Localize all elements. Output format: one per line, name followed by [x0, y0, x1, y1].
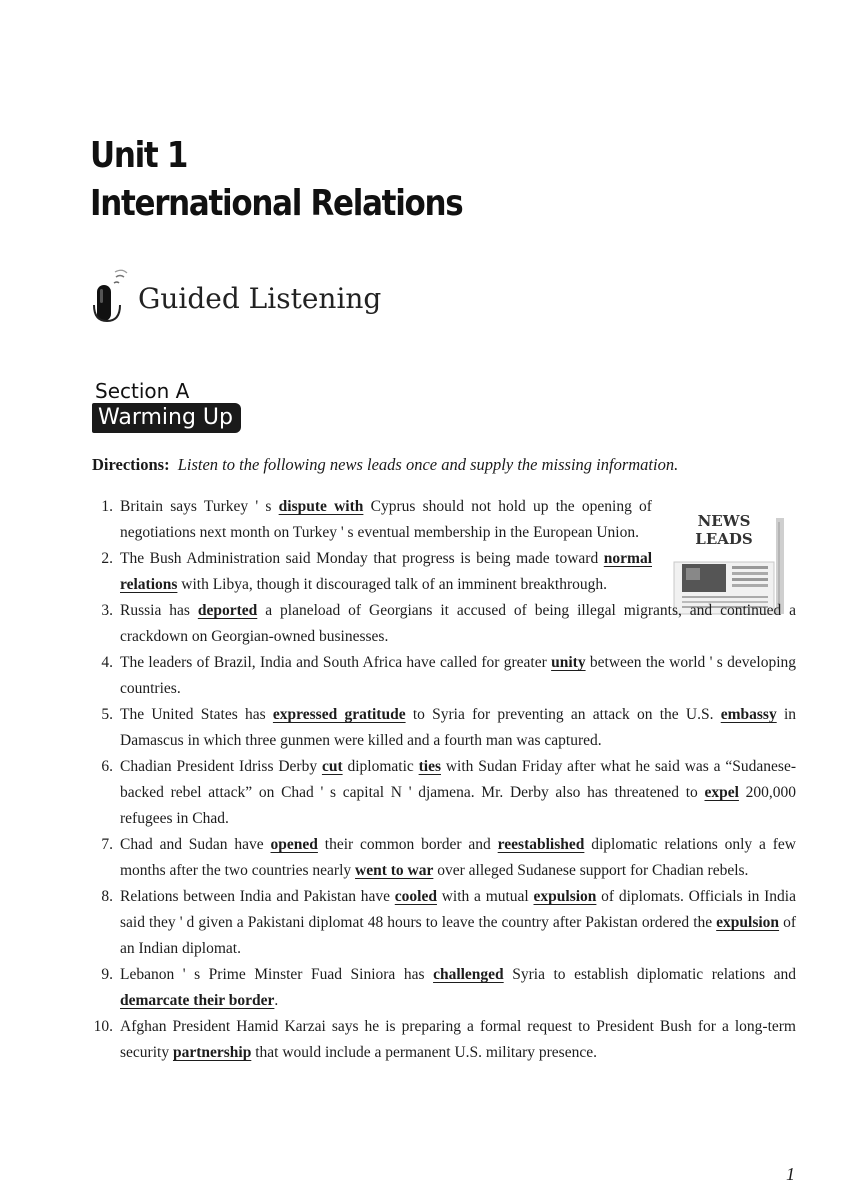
item-text: in Damascus in which three gunmen were killed and a fourth man was captured. [120, 706, 796, 749]
item-text: with Libya, though it discouraged talk of an imminent breakthrough. [177, 576, 608, 593]
item-text: of diplomats. Officials in India said they ' d given a Pakistani diplomat 48 hours to leave the country after Pakistan ordered the [120, 888, 796, 931]
item-text: . [274, 992, 279, 1009]
answer-text: cut [321, 758, 343, 775]
answer-text: normal relations [120, 550, 652, 593]
item-text: Cyprus should not hold up the opening of negotiations next month on Turkey ' s eventual membership in the European Union. [120, 498, 652, 541]
answer-text: demarcate their border [120, 992, 275, 1009]
item-text: over alleged Sudanese support for Chadian rebels. [433, 862, 749, 879]
answer-text: expulsion [716, 914, 780, 931]
item-text: that would include a permanent U.S. military presence. [251, 1044, 597, 1061]
news-leads-list [90, 494, 796, 1066]
item-text: between the world ' s developing countries. [120, 654, 796, 697]
answer-text: reestablished [497, 836, 585, 853]
item-text: diplomatic [342, 758, 419, 775]
item-text: The United States has [120, 706, 273, 723]
item-text: Russia has [120, 602, 198, 619]
item-text: with Sudan Friday after what he said was a “Sudanese-backed rebel attack” on Chad ' s capital N ' djamena. Mr. Derby also has threatened to [120, 758, 796, 801]
item-text: Afghan President Hamid Karzai says he is preparing a formal request to President Bush for a long-term security [120, 1018, 796, 1061]
item-text: Relations between India and Pakistan have [120, 888, 395, 905]
item-number: 2. [101, 550, 113, 567]
news-leads-line2: LEADS [695, 530, 753, 548]
item-text: to Syria for preventing an attack on the U.S. [405, 706, 721, 723]
item-text: Lebanon ' s Prime Minster Fuad Siniora has [120, 966, 434, 983]
warming-up-banner: Warming Up [92, 403, 241, 433]
item-text: of an Indian diplomat. [120, 914, 797, 957]
directions-text: Listen to the following news leads once and supply the missing information. [177, 455, 679, 474]
item-text: The leaders of Brazil, India and South Africa have called for greater [120, 654, 552, 671]
unit-topic: International Relations [90, 183, 463, 224]
answer-text: dispute with [278, 498, 364, 515]
list-item [90, 884, 796, 962]
list-item [90, 832, 796, 884]
item-number: 5. [101, 706, 113, 723]
list-item [90, 754, 796, 832]
list-item [90, 598, 796, 650]
news-leads-line1: NEWS [697, 512, 751, 530]
item-text: their common border and [317, 836, 498, 853]
list-item [90, 494, 652, 546]
item-number: 3. [101, 602, 113, 619]
item-text: 200,000 refugees in Chad. [120, 784, 797, 827]
item-number: 4. [101, 654, 113, 671]
guided-listening-heading [90, 268, 381, 328]
answer-text: expulsion [533, 888, 597, 905]
directions [92, 455, 678, 475]
list-item [90, 650, 796, 702]
answer-text: went to war [355, 862, 434, 879]
item-number: 8. [101, 888, 113, 905]
answer-text: cooled [394, 888, 437, 905]
item-number: 6. [101, 758, 113, 775]
unit-title [90, 132, 462, 228]
list-item [90, 702, 796, 754]
item-text: The Bush Administration said Monday that progress is being made toward [120, 550, 604, 567]
answer-text: ties [418, 758, 441, 775]
microphone-icon [90, 269, 128, 327]
item-text: Britain says Turkey ' s [120, 498, 279, 515]
directions-label: Directions: [92, 455, 170, 474]
list-item [90, 1014, 796, 1066]
answer-text: expel [704, 784, 739, 801]
item-text: with a mutual [436, 888, 534, 905]
answer-text: opened [270, 836, 318, 853]
item-number: 9. [101, 966, 113, 983]
item-number: 1. [101, 498, 113, 515]
item-text: Syria to establish diplomatic relations and [503, 966, 796, 983]
answer-text: unity [551, 654, 586, 671]
answer-text: challenged [433, 966, 504, 983]
answer-text: deported [197, 602, 258, 619]
item-number: 7. [101, 836, 113, 853]
item-number: 10. [93, 1018, 113, 1035]
answer-text: embassy [720, 706, 777, 723]
unit-number: Unit 1 [90, 135, 188, 176]
item-text: Chad and Sudan have [120, 836, 271, 853]
answer-text: expressed gratitude [272, 706, 406, 723]
page-number: 1 [786, 1164, 795, 1184]
guided-listening-label: Guided Listening [138, 281, 382, 315]
section-label: Section A [95, 379, 190, 403]
list-item [90, 546, 652, 598]
answer-text: partnership [172, 1044, 252, 1061]
item-text: Chadian President Idriss Derby [120, 758, 322, 775]
item-text: diplomatic relations only a few months after the two countries nearly [120, 836, 796, 879]
item-text: a planeload of Georgians it accused of being illegal migrants, and continued a crackdown on Georgian-owned businesses. [120, 602, 797, 645]
list-item [90, 962, 796, 1014]
